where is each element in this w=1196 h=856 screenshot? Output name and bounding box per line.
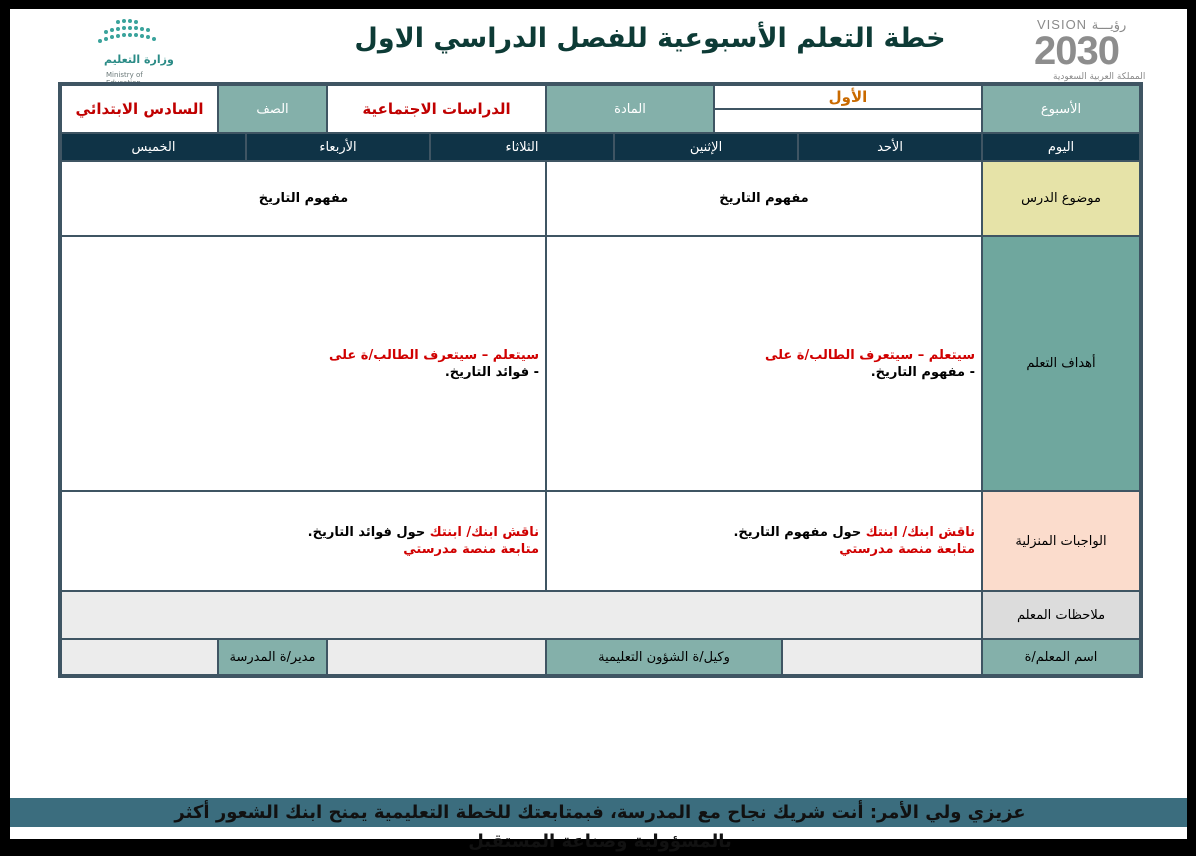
grade-label: الصف (218, 85, 327, 133)
ministry-logo (54, 19, 174, 79)
teacher-name-value[interactable] (782, 639, 982, 675)
lesson-1-goal-item: - مفهوم التاريخ. (870, 365, 975, 380)
lesson-1-hw-rest: حول مفهوم التاريخ. (733, 525, 862, 540)
lesson-2-topic: مفهوم التاريخ (61, 161, 546, 236)
day-sunday: الأحد (798, 133, 982, 161)
ministry-name-en: Ministry of (106, 71, 143, 79)
deputy-label: وكيل/ة الشؤون التعليمية (546, 639, 782, 675)
lesson-1-hw-follow: متابعة منصة مدرستي (839, 542, 975, 557)
lesson-1-homework-cell (546, 491, 982, 591)
goals-label: أهداف التعلم (982, 236, 1140, 491)
lesson-1-goals-cell (546, 236, 982, 491)
ministry-name: وزارة التعليم (104, 53, 174, 66)
day-tuesday: الثلاثاء (430, 133, 614, 161)
lesson-2-hw-red: ناقش ابنك/ ابنتك (429, 525, 539, 540)
week-value: الأول (714, 85, 982, 109)
grade-value: السادس الابتدائي (61, 85, 218, 133)
lesson-2-goal-item: - فوائد التاريخ. (444, 365, 539, 380)
weekly-plan-table (58, 82, 1143, 678)
lesson-2-goal-intro: سيتعلم – سيتعرف الطالب/ة على (328, 348, 539, 363)
lesson-2-homework (308, 524, 539, 558)
day-label: اليوم (982, 133, 1140, 161)
footer-banner-text: عزيزي ولي الأمر: أنت شريك نجاح مع المدرسة، فبمتابعتك للخطة التعليمية يمنح ابنك الشعور أكثر بالمسؤولية وصناعة المستقبل (174, 802, 1026, 852)
page-title: خطة التعلم الأسبوعية للفصل الدراسي الاول (354, 23, 946, 54)
vision-label: VISION رؤيـــة (1037, 17, 1127, 32)
vision-number: 2030 (1034, 29, 1119, 73)
lesson-2-hw-follow: متابعة منصة مدرستي (403, 542, 539, 557)
lesson-1-hw-red: ناقش ابنك/ ابنتك (865, 525, 975, 540)
week-extra (714, 109, 982, 133)
homework-label: الواجبات المنزلية (982, 491, 1140, 591)
teacher-name-label: اسم المعلم/ة (982, 639, 1140, 675)
lesson-2-goals-cell (61, 236, 546, 491)
lesson-1-homework (733, 524, 975, 558)
day-monday: الإثنين (614, 133, 798, 161)
vision-2030-logo (1028, 15, 1148, 85)
vision-kingdom: المملكة العربية السعودية (1053, 72, 1146, 82)
subject-label: المادة (546, 85, 714, 133)
week-label: الأسبوع (982, 85, 1140, 133)
lesson-1-goal-intro: سيتعلم – سيتعرف الطالب/ة على (764, 348, 975, 363)
day-thursday: الخميس (61, 133, 246, 161)
lesson-2-hw-rest: حول فوائد التاريخ. (307, 525, 426, 540)
principal-label: مدير/ة المدرسة (218, 639, 327, 675)
lesson-1-goals (765, 347, 975, 381)
page (10, 9, 1187, 852)
deputy-value[interactable] (327, 639, 546, 675)
subject-value: الدراسات الاجتماعية (327, 85, 546, 133)
lesson-2-homework-cell (61, 491, 546, 591)
lesson-2-goals (329, 347, 539, 381)
ministry-logo-icon (94, 19, 164, 47)
topic-label: موضوع الدرس (982, 161, 1140, 236)
notes-label: ملاحظات المعلم (982, 591, 1140, 639)
principal-value[interactable] (61, 639, 218, 675)
lesson-1-topic: مفهوم التاريخ (546, 161, 982, 236)
notes-value[interactable] (61, 591, 982, 639)
day-wednesday: الأربعاء (246, 133, 430, 161)
